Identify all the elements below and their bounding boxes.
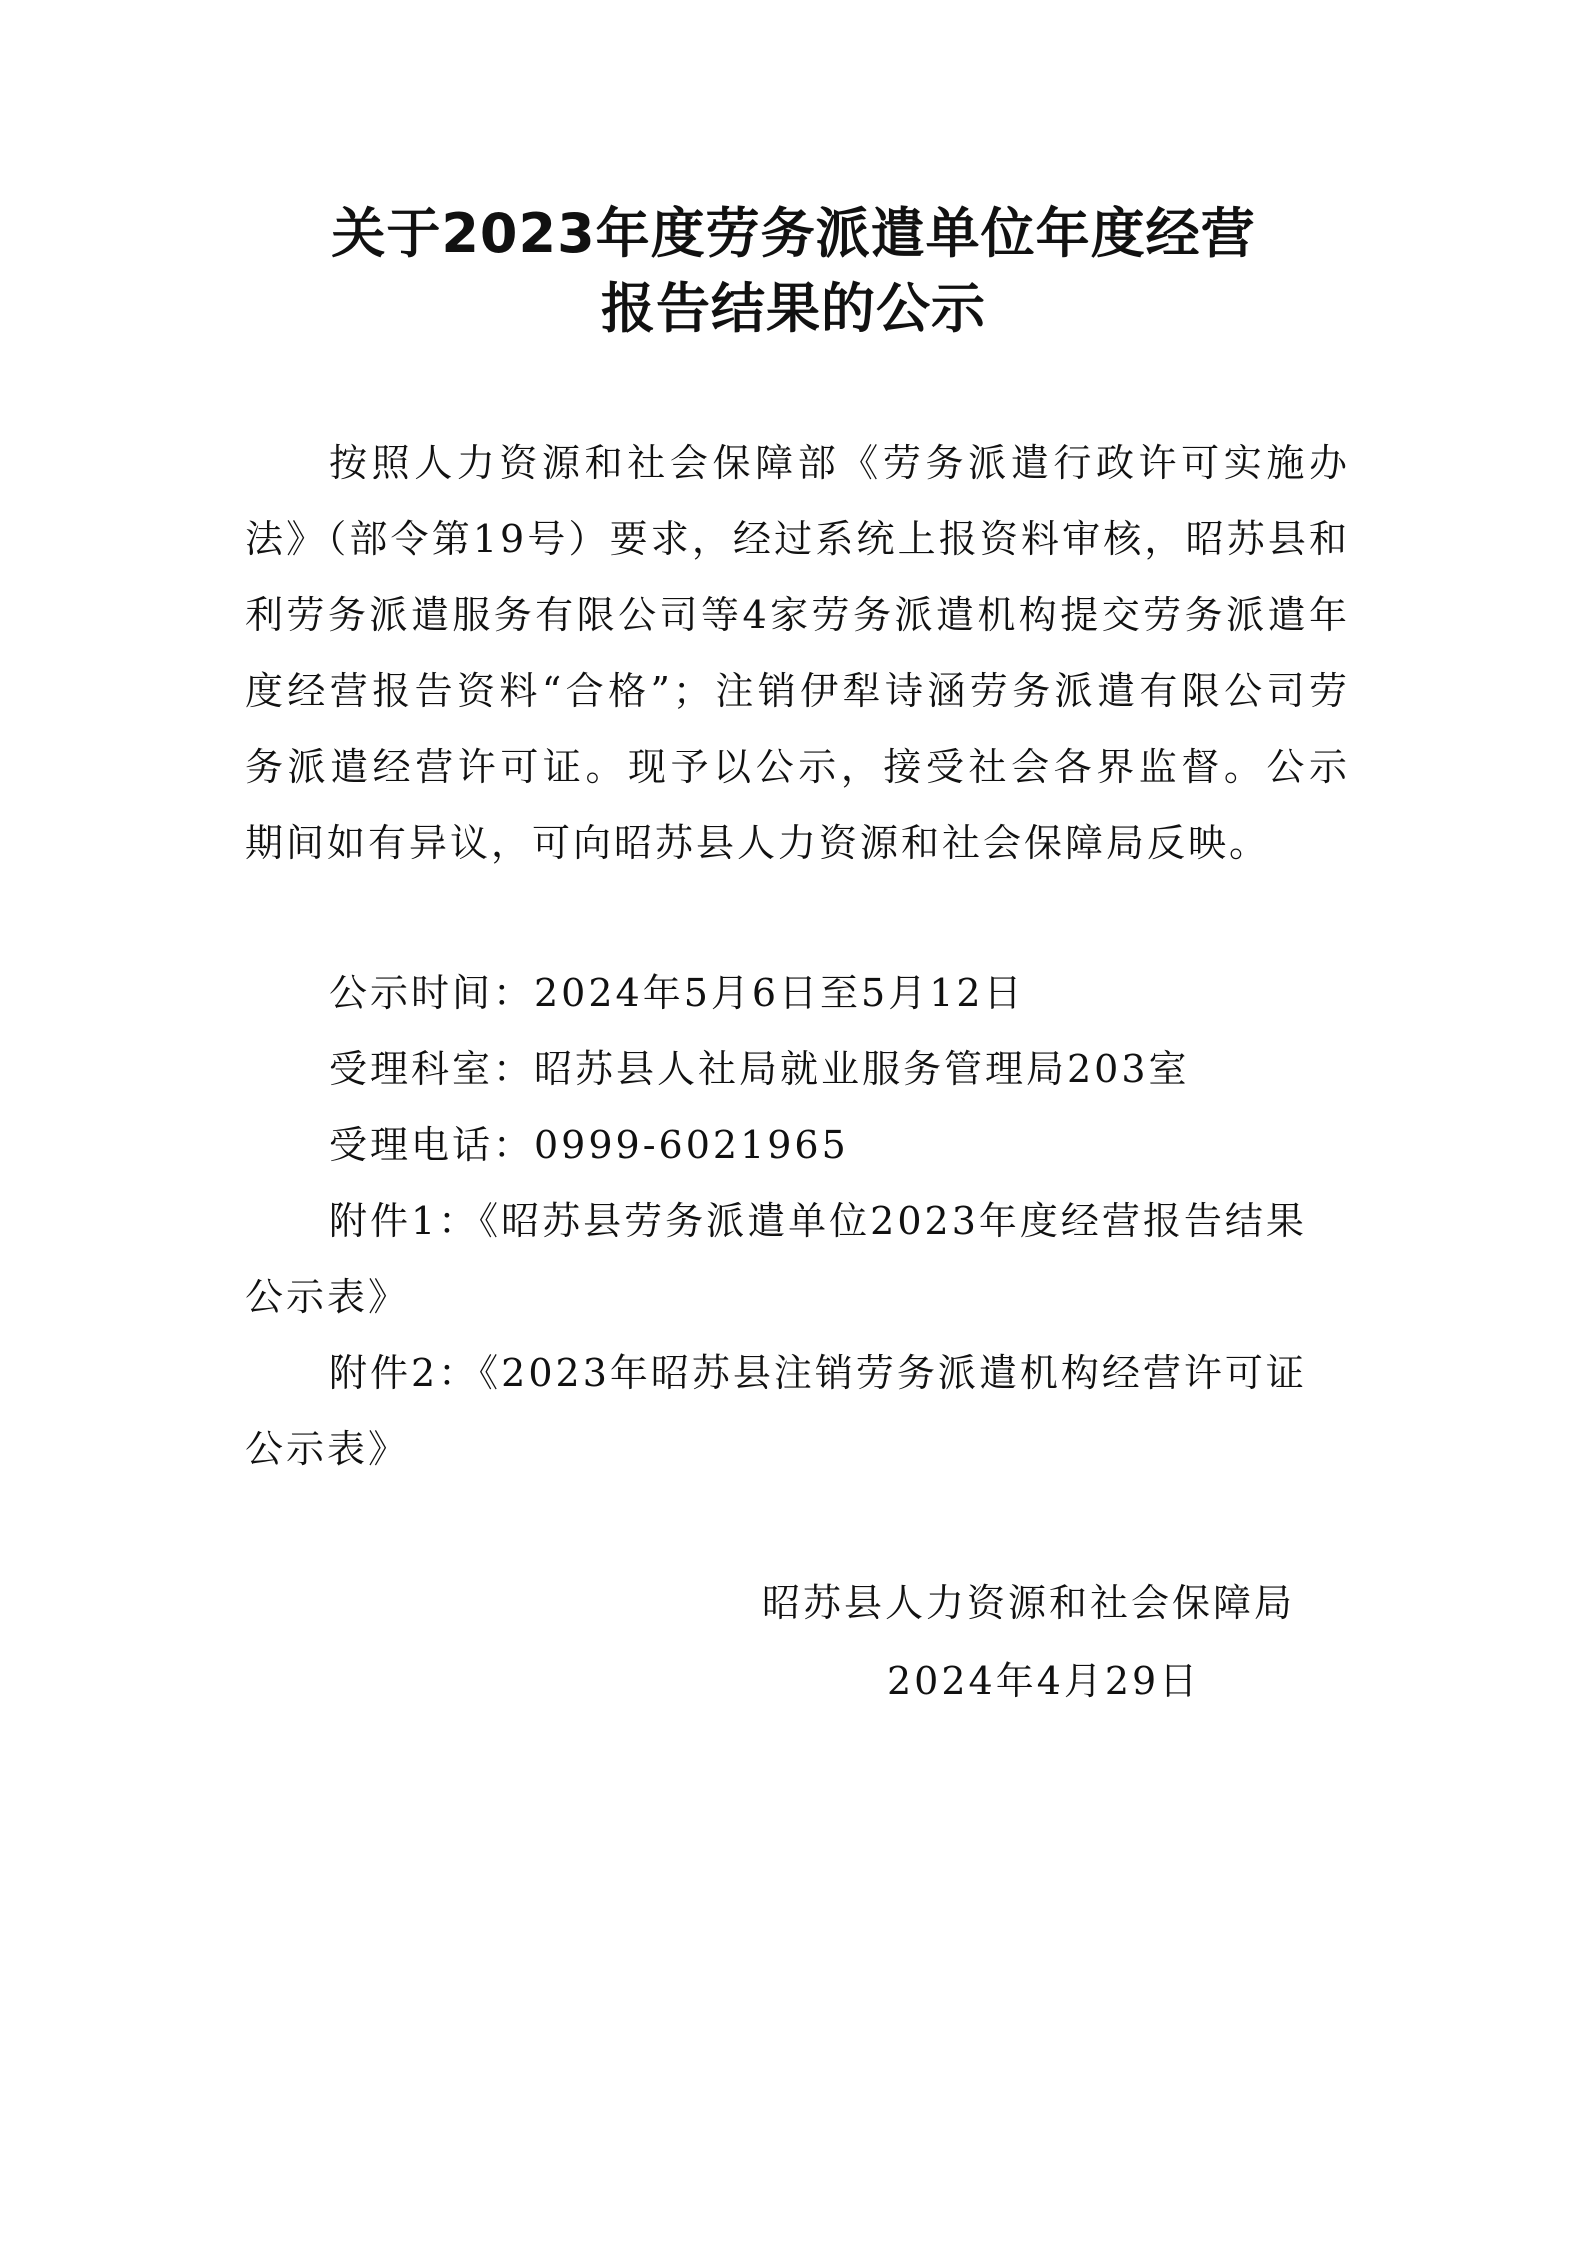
attachment-1-line-2: 公示表》 xyxy=(245,1275,410,1319)
attachment-2-line-2: 公示表》 xyxy=(245,1427,410,1471)
body-paragraph: 按照人力资源和社会保障部《劳务派遣行政许可实施办法》（部令第19号）要求，经过系统上报资料审核，昭苏县和利劳务派遣服务有限公司等4家劳务派遣机构提交劳务派遣年度经营报告资料“合格”；注销伊犁诗涵劳务派遣有限公司劳务派遣经营许可证。现予以公示，接受社会各界监督。公示期间如有异议，可向昭苏县人力资源和社会保障局反映。 xyxy=(245,441,1350,865)
attachment-1-line-1: 附件1：《昭苏县劳务派遣单位2023年度经营报告结果 xyxy=(329,1199,1307,1243)
issue-date: 2024年4月29日 xyxy=(887,1659,1201,1703)
document-title-line-1: 关于2023年度劳务派遣单位年度经营 xyxy=(331,202,1256,265)
document-title-line-2: 报告结果的公示 xyxy=(601,277,986,340)
issuer-name: 昭苏县人力资源和社会保障局 xyxy=(762,1581,1296,1625)
handling-office: 受理科室：昭苏县人社局就业服务管理局203室 xyxy=(329,1047,1190,1091)
notice-period: 公示时间：2024年5月6日至5月12日 xyxy=(329,971,1025,1015)
attachment-2-line-1: 附件2：《2023年昭苏县注销劳务派遣机构经营许可证 xyxy=(329,1351,1307,1395)
contact-phone: 受理电话：0999-6021965 xyxy=(329,1123,849,1167)
